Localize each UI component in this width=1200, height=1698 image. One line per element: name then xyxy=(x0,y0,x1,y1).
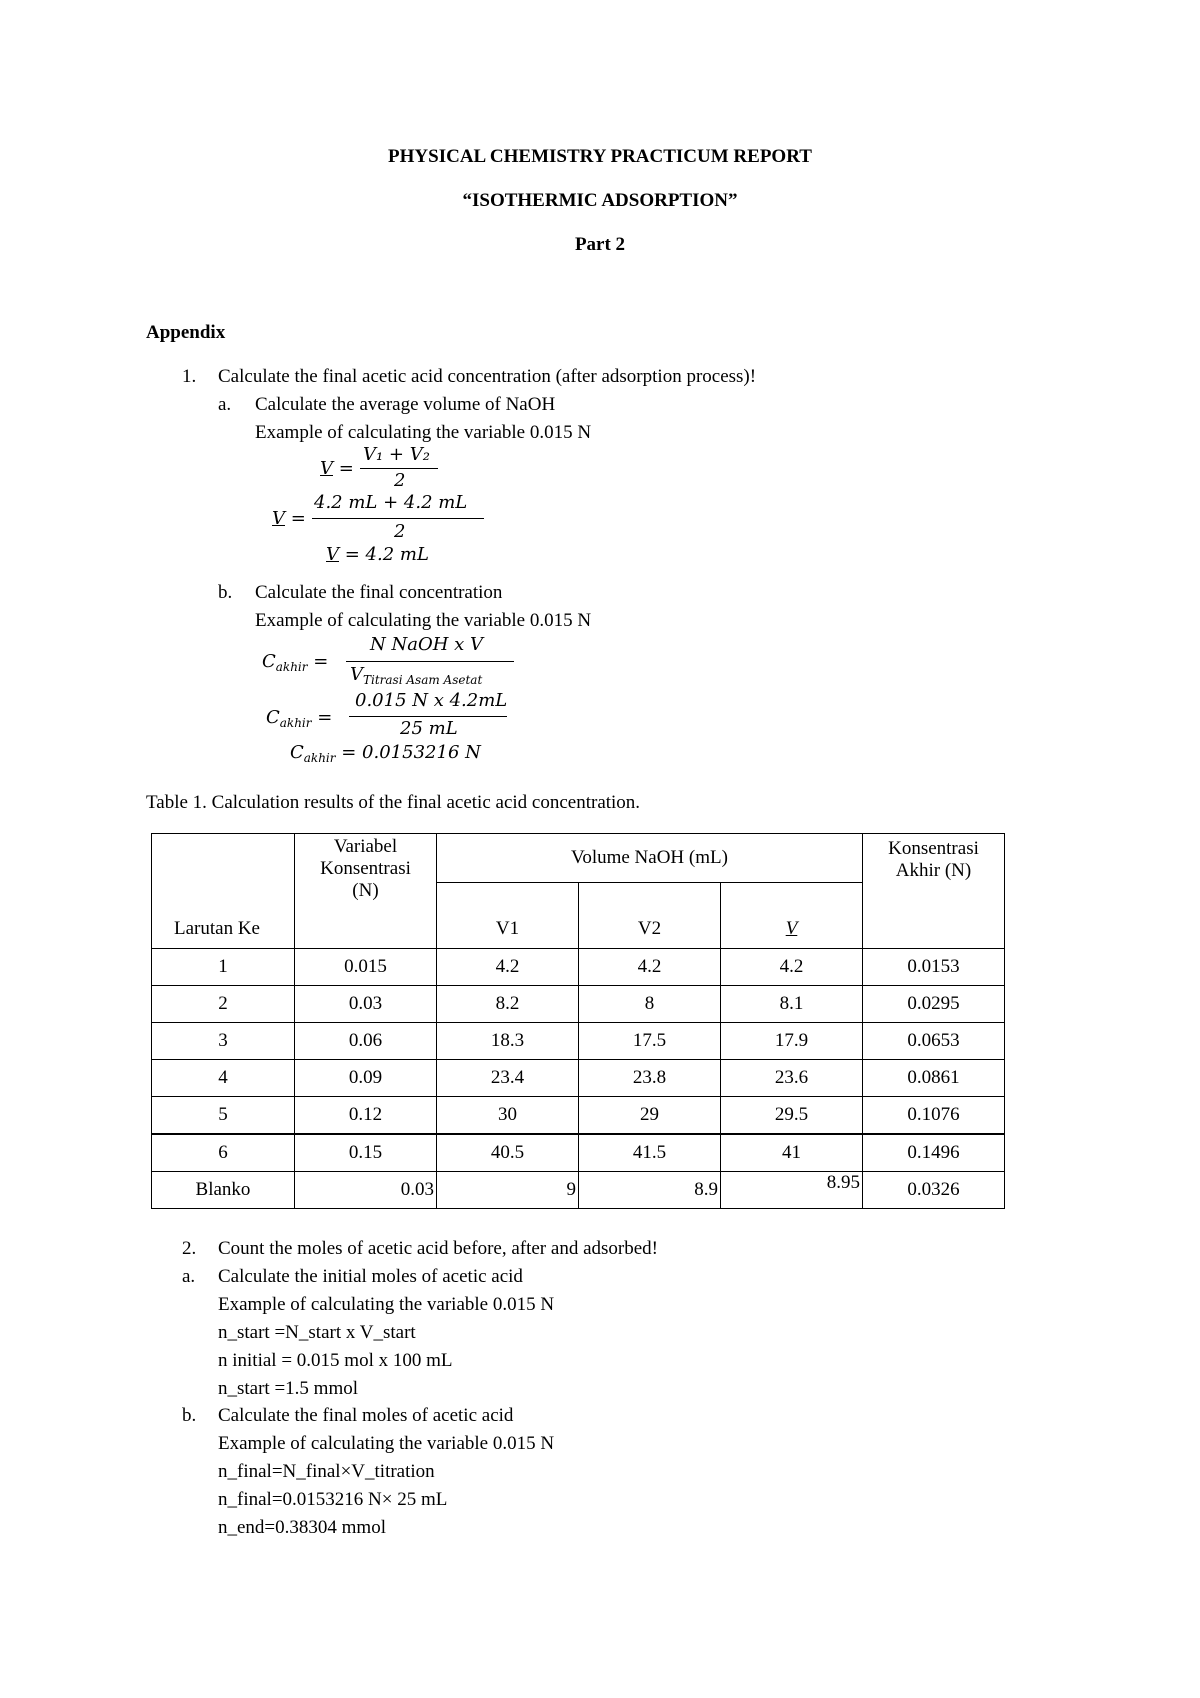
q2b-line: n_final=N_final×V_titration xyxy=(218,1461,435,1482)
cell-var: 0.12 xyxy=(295,1097,437,1135)
q1b-example: Example of calculating the variable 0.015 N xyxy=(255,610,592,631)
q1-number: 1. xyxy=(182,366,197,387)
cell-v2: 17.5 xyxy=(579,1023,721,1060)
cell-var: 0.09 xyxy=(295,1060,437,1097)
cell-blanko-v2: 8.9 xyxy=(579,1172,721,1209)
cell-v2: 23.8 xyxy=(579,1060,721,1097)
eq-b1-denominator: $V_{Titrasi Asam Asetat}$ xyxy=(350,664,483,687)
q2b-line: Example of calculating the variable 0.015 N xyxy=(218,1433,555,1454)
cell-no: 6 xyxy=(152,1134,295,1172)
q2-number: 2. xyxy=(182,1238,197,1259)
eq-b1-fraction-bar xyxy=(346,661,514,662)
cell-no: 2 xyxy=(152,986,295,1023)
q2a-letter: a. xyxy=(182,1266,196,1287)
header-v1: V1 xyxy=(437,883,579,949)
cell-v2: 4.2 xyxy=(579,949,721,986)
eq-b1-numerator: N NaOH x V xyxy=(370,634,484,655)
cell-var: 0.03 xyxy=(295,986,437,1023)
eq-b2-denominator: 25 mL xyxy=(400,718,458,739)
eq-b2-lhs: $C_{akhir}$ = xyxy=(266,707,333,730)
report-part: Part 2 xyxy=(574,234,626,255)
q2a-text: Calculate the initial moles of acetic acid xyxy=(218,1266,523,1287)
q2a-line: n initial = 0.015 mol x 100 mL xyxy=(218,1350,453,1371)
cell-v1: 8.2 xyxy=(437,986,579,1023)
cell-v2: 41.5 xyxy=(579,1134,721,1172)
eq-a2-lhs: V = xyxy=(272,508,306,529)
cell-vbar: 41 xyxy=(721,1134,863,1172)
cell-no: 5 xyxy=(152,1097,295,1135)
cell-ck: 0.1496 xyxy=(863,1134,1005,1172)
eq-a1-fraction-bar xyxy=(360,468,438,469)
eq-a3: V = 4.2 mL xyxy=(326,544,429,565)
cell-v2: 8 xyxy=(579,986,721,1023)
cell-var: 0.15 xyxy=(295,1134,437,1172)
results-table xyxy=(151,833,1005,1209)
cell-ck: 0.1076 xyxy=(863,1097,1005,1135)
cell-var: 0.015 xyxy=(295,949,437,986)
cell-v1: 30 xyxy=(437,1097,579,1135)
cell-vbar: 17.9 xyxy=(721,1023,863,1060)
cell-blanko-vbar: 8.95 xyxy=(721,1172,863,1209)
header-vbar: V xyxy=(721,883,863,949)
eq-a2-fraction-bar xyxy=(312,518,484,519)
report-title: PHYSICAL CHEMISTRY PRACTICUM REPORT xyxy=(388,146,812,167)
cell-blanko-ck: 0.0326 xyxy=(863,1172,1005,1209)
cell-v2: 29 xyxy=(579,1097,721,1135)
eq-b1-lhs: $C_{akhir}$ = xyxy=(262,651,329,674)
q1a-example: Example of calculating the variable 0.015 N xyxy=(255,422,592,443)
cell-ck: 0.0861 xyxy=(863,1060,1005,1097)
q2b-line: n_end=0.38304 mmol xyxy=(218,1517,386,1538)
q2a-line: n_start =1.5 mmol xyxy=(218,1378,359,1399)
eq-b3: $C_{akhir} = 0.0153216$ N xyxy=(290,742,481,765)
cell-blanko: Blanko xyxy=(152,1172,295,1209)
cell-ck: 0.0653 xyxy=(863,1023,1005,1060)
cell-no: 1 xyxy=(152,949,295,986)
table-caption: Table 1. Calculation results of the final acetic acid concentration. xyxy=(146,792,641,813)
eq-a2-numerator: 4.2 mL + 4.2 mL xyxy=(314,492,468,513)
cell-vbar: 4.2 xyxy=(721,949,863,986)
header-konsentrasi-akhir: Konsentrasi Akhir (N) xyxy=(863,834,1005,949)
q1a-text: Calculate the average volume of NaOH xyxy=(255,394,556,415)
cell-blanko-v1: 9 xyxy=(437,1172,579,1209)
cell-vbar: 23.6 xyxy=(721,1060,863,1097)
cell-no: 3 xyxy=(152,1023,295,1060)
q1a-letter: a. xyxy=(218,394,232,415)
q1b-text: Calculate the final concentration xyxy=(255,582,503,603)
q2-text: Count the moles of acetic acid before, after and adsorbed! xyxy=(218,1238,658,1259)
cell-vbar: 8.1 xyxy=(721,986,863,1023)
eq-a1-numerator: V₁ + V₂ xyxy=(363,444,430,465)
appendix-heading: Appendix xyxy=(146,322,226,343)
header-v2: V2 xyxy=(579,883,721,949)
eq-b2-fraction-bar xyxy=(349,716,507,717)
q2b-letter: b. xyxy=(182,1405,197,1426)
q2a-line: n_start =N_start x V_start xyxy=(218,1322,416,1343)
cell-var: 0.06 xyxy=(295,1023,437,1060)
header-variabel: Variabel Konsentrasi (N) xyxy=(295,834,437,949)
q2a-line: Example of calculating the variable 0.015 N xyxy=(218,1294,555,1315)
cell-ck: 0.0153 xyxy=(863,949,1005,986)
cell-no: 4 xyxy=(152,1060,295,1097)
cell-v1: 4.2 xyxy=(437,949,579,986)
q1-text: Calculate the final acetic acid concentration (after adsorption process)! xyxy=(218,366,757,387)
cell-blanko-var: 0.03 xyxy=(295,1172,437,1209)
report-subtitle: “ISOTHERMIC ADSORPTION” xyxy=(462,190,738,211)
q2b-text: Calculate the final moles of acetic acid xyxy=(218,1405,514,1426)
q1b-letter: b. xyxy=(218,582,233,603)
cell-vbar: 29.5 xyxy=(721,1097,863,1135)
q2b-line: n_final=0.0153216 N× 25 mL xyxy=(218,1489,448,1510)
eq-b2-numerator: 0.015 N x 4.2mL xyxy=(355,690,508,711)
eq-a1-lhs: V = xyxy=(320,458,354,479)
header-volume-naoh: Volume NaOH (mL) xyxy=(437,834,863,883)
header-larutan: Larutan Ke xyxy=(152,834,295,949)
cell-v1: 40.5 xyxy=(437,1134,579,1172)
cell-v1: 23.4 xyxy=(437,1060,579,1097)
cell-ck: 0.0295 xyxy=(863,986,1005,1023)
cell-v1: 18.3 xyxy=(437,1023,579,1060)
eq-a1-denominator: 2 xyxy=(394,470,406,491)
eq-a2-denominator: 2 xyxy=(394,521,406,542)
